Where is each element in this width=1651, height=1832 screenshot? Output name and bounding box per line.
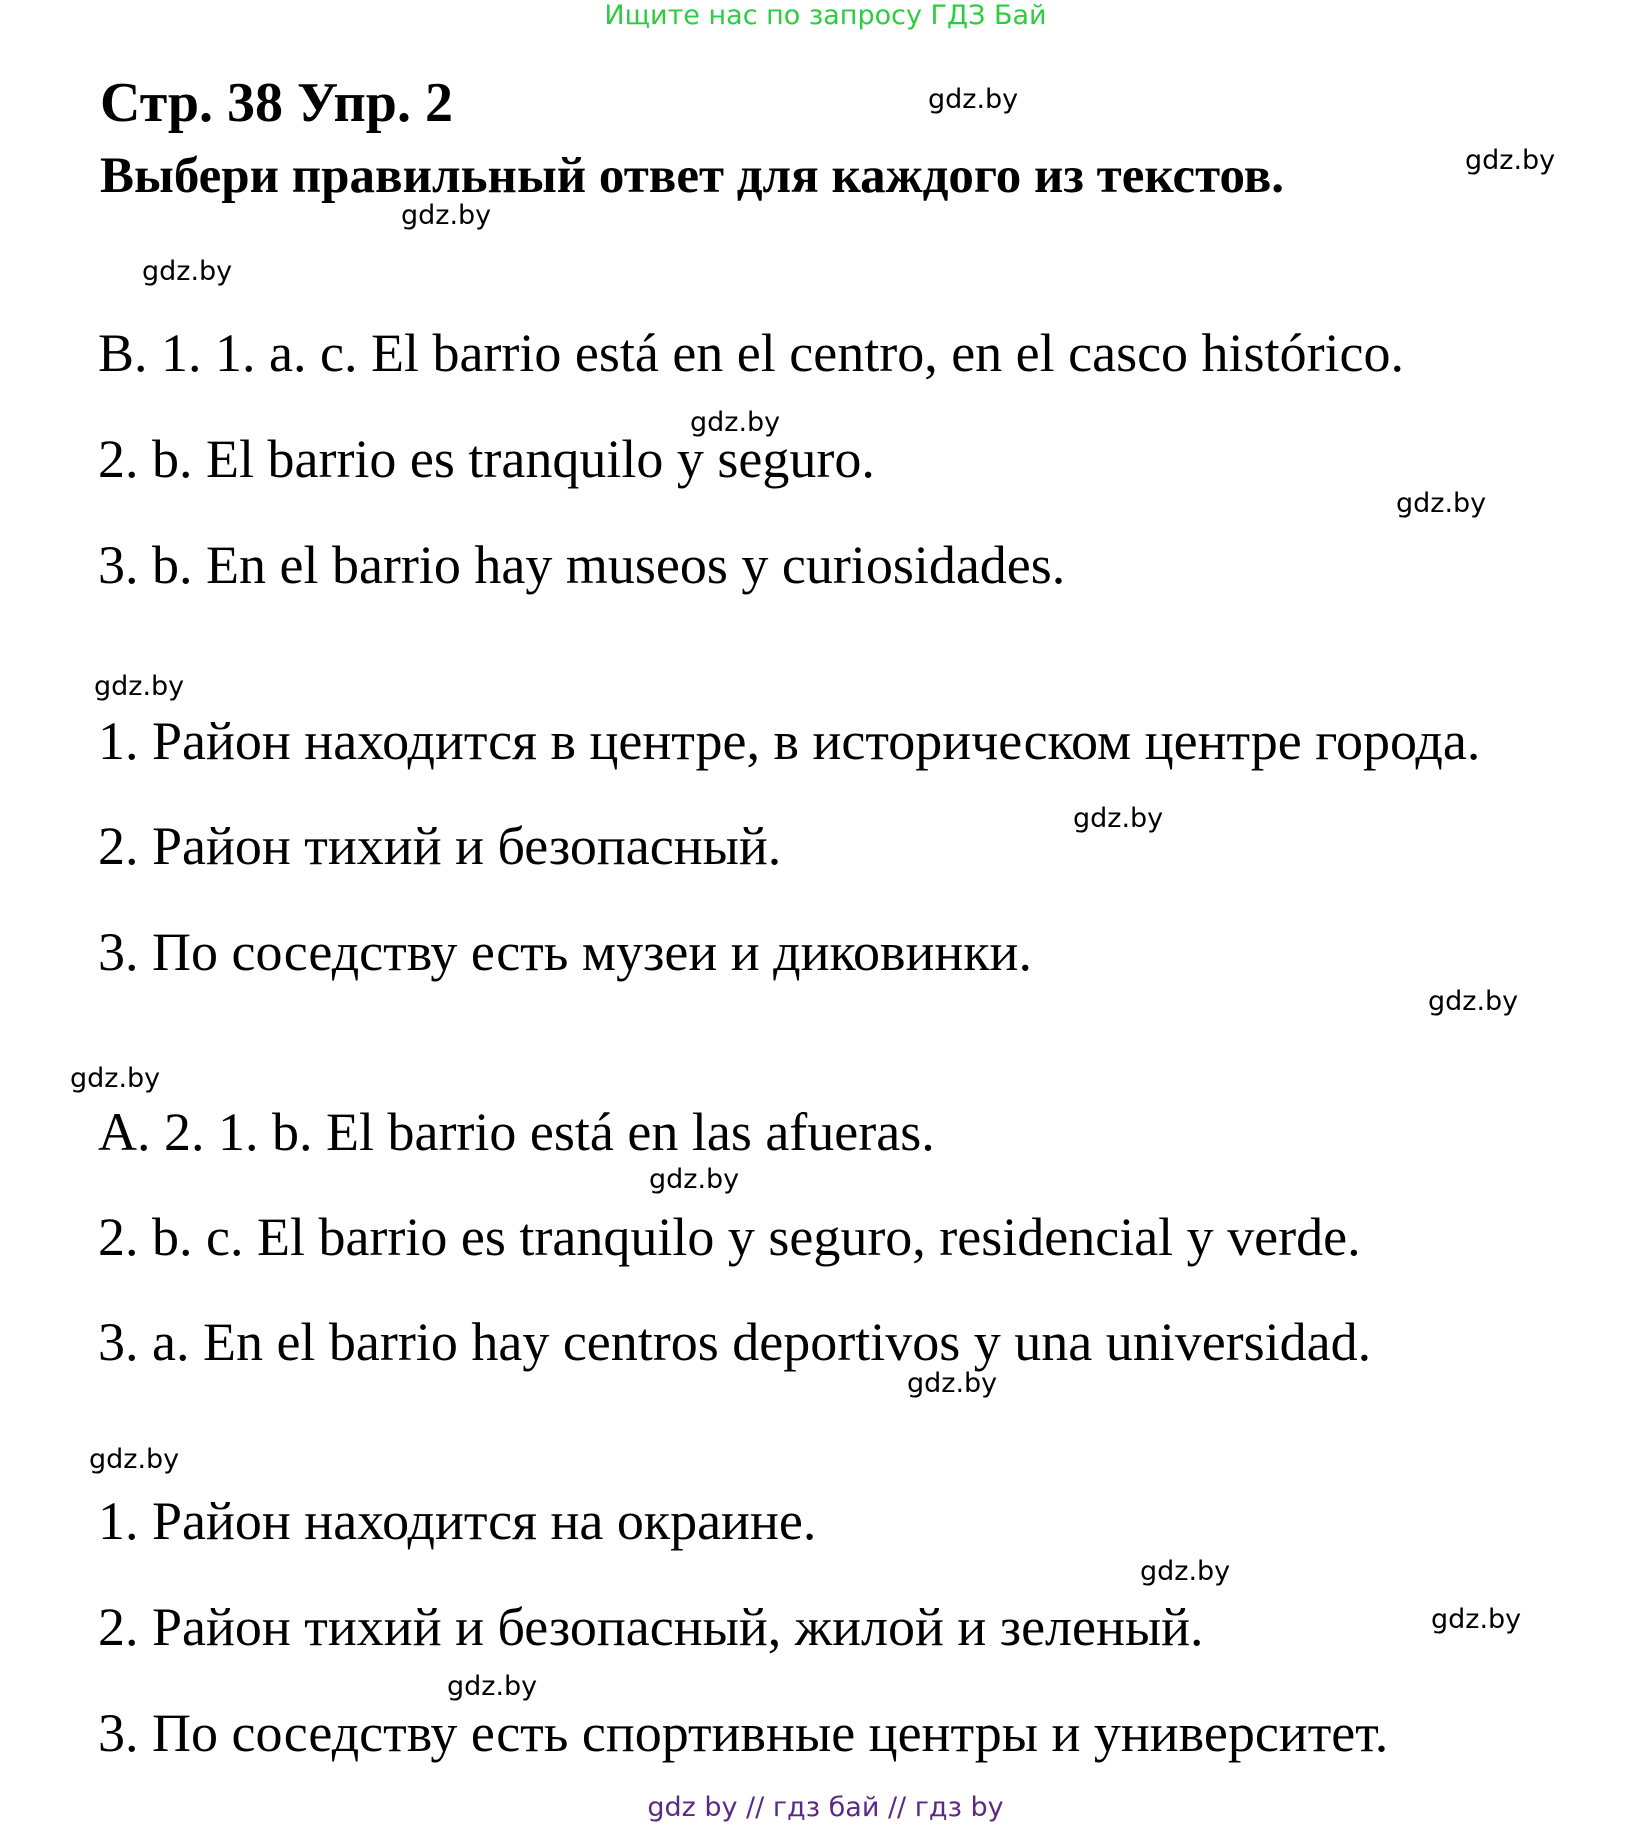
answer-line-b-es-2: 2. b. El barrio es tranquilo y seguro. bbox=[98, 429, 875, 489]
watermark: gdz.by bbox=[690, 407, 781, 438]
watermark: gdz.by bbox=[1431, 1604, 1522, 1635]
watermark: gdz.by bbox=[1396, 488, 1487, 519]
translation-line-b-ru-2: 2. Район тихий и безопасный. bbox=[98, 816, 782, 876]
translation-line-a-ru-2: 2. Район тихий и безопасный, жилой и зеленый. bbox=[98, 1597, 1204, 1657]
top-banner[interactable]: Ищите нас по запросу ГДЗ Бай bbox=[604, 0, 1047, 31]
footer-links[interactable]: gdz by // гдз бай // гдз by bbox=[647, 1792, 1004, 1823]
watermark: gdz.by bbox=[649, 1164, 740, 1195]
watermark: gdz.by bbox=[1073, 803, 1164, 834]
watermark: gdz.by bbox=[89, 1444, 180, 1475]
answer-line-a-es-3: 3. a. En el barrio hay centros deportivos y una universidad. bbox=[98, 1312, 1372, 1372]
watermark: gdz.by bbox=[70, 1063, 161, 1094]
answer-line-a-es-2: 2. b. c. El barrio es tranquilo y seguro, residencial y verde. bbox=[98, 1207, 1361, 1267]
page-title: Стр. 38 Упр. 2 bbox=[100, 72, 453, 134]
watermark: gdz.by bbox=[928, 84, 1019, 115]
watermark: gdz.by bbox=[94, 671, 185, 702]
watermark: gdz.by bbox=[1465, 145, 1556, 176]
translation-line-a-ru-1: 1. Район находится на окраине. bbox=[98, 1491, 817, 1551]
task-instruction: Выбери правильный ответ для каждого из текстов. bbox=[100, 148, 1285, 204]
watermark: gdz.by bbox=[142, 256, 233, 287]
answer-line-b-es-1: B. 1. 1. a. c. El barrio está en el centro, en el casco histórico. bbox=[98, 323, 1405, 383]
translation-line-a-ru-3: 3. По соседству есть спортивные центры и университет. bbox=[98, 1703, 1389, 1763]
watermark: gdz.by bbox=[1140, 1556, 1231, 1587]
answer-line-a-es-1: A. 2. 1. b. El barrio está en las afueras. bbox=[98, 1102, 935, 1162]
watermark: gdz.by bbox=[401, 200, 492, 231]
translation-line-b-ru-3: 3. По соседству есть музеи и диковинки. bbox=[98, 922, 1032, 982]
watermark: gdz.by bbox=[447, 1671, 538, 1702]
answer-line-b-es-3: 3. b. En el barrio hay museos y curiosidades. bbox=[98, 535, 1066, 595]
watermark: gdz.by bbox=[1428, 986, 1519, 1017]
watermark: gdz.by bbox=[907, 1368, 998, 1399]
translation-line-b-ru-1: 1. Район находится в центре, в историческом центре города. bbox=[98, 711, 1481, 771]
